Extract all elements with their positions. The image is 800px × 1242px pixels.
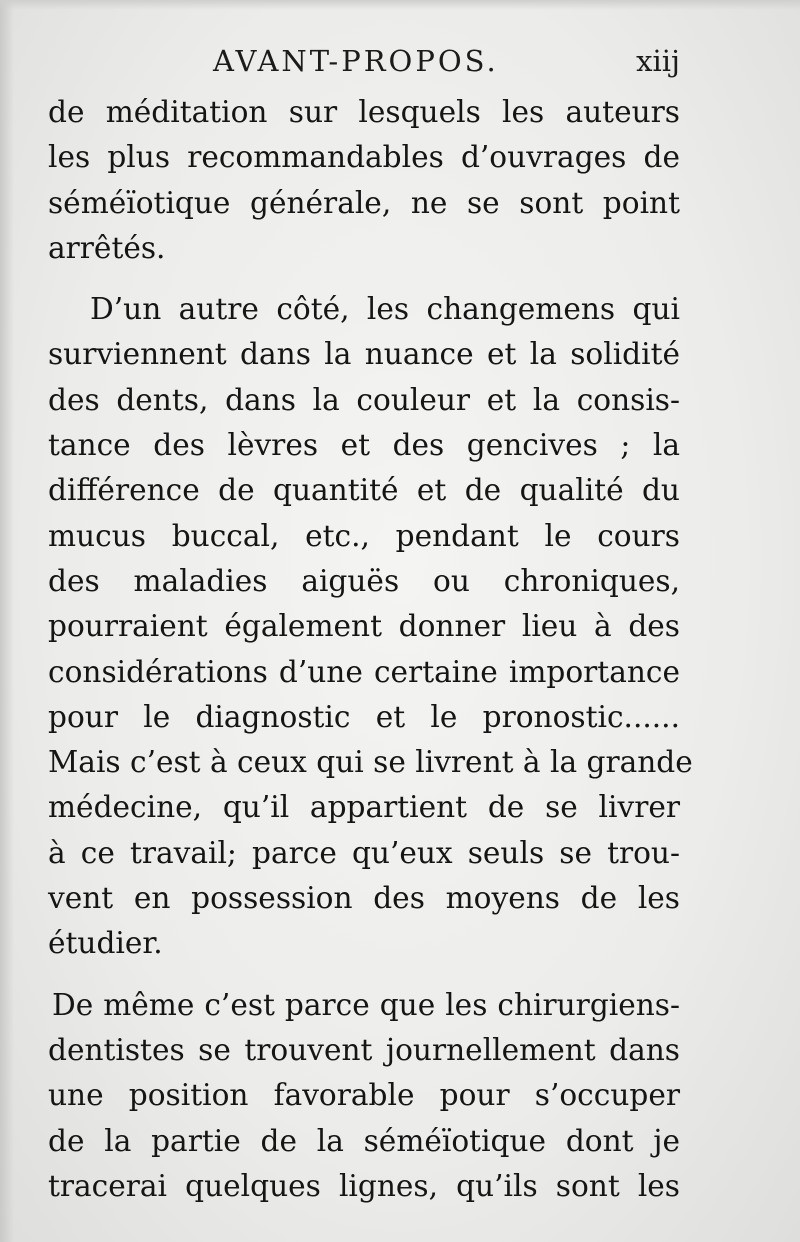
body-text	[48, 90, 693, 1209]
text-line: médecine, qu’il appartient de se livrer	[48, 790, 680, 825]
text-line: différence de quantité et de qualité du	[48, 473, 680, 508]
text-line: les plus recommandables d’ouvrages de	[48, 140, 680, 175]
text-line: séméïotique générale, ne se sont point	[48, 185, 680, 220]
text-line: mucus buccal, etc., pendant le cours	[48, 518, 680, 553]
paragraph-gap	[48, 271, 680, 287]
text-line: dentistes se trouvent journellement dans	[48, 1032, 680, 1067]
page-edge-top	[0, 0, 800, 10]
text-line: des dents, dans la couleur et la consis-	[48, 382, 680, 417]
text-line: considérations d’une certaine importance	[48, 654, 680, 689]
text-line: D’un autre côté, les changemens qui	[90, 292, 680, 327]
text-line: pourraient également donner lieu à des	[48, 609, 680, 644]
text-line: arrêtés.	[48, 230, 166, 265]
page-number: xiij	[636, 44, 680, 78]
text-line: à ce travail; parce qu’eux seuls se trou-	[48, 835, 680, 870]
text-line: de méditation sur lesquels les auteurs	[48, 95, 680, 129]
running-header	[48, 44, 680, 88]
text-line: de la partie de la séméïotique dont je	[48, 1123, 680, 1158]
text-line: une position favorable pour s’occuper	[48, 1078, 680, 1113]
text-line: étudier.	[48, 926, 163, 961]
text-line: Mais c’est à ceux qui se livrent à la grande	[48, 745, 693, 780]
paragraph-gap	[48, 967, 680, 983]
text-line: De même c’est parce que les chirurgiens-	[52, 987, 680, 1022]
text-line: surviennent dans la nuance et la solidité	[48, 337, 680, 372]
text-line: vent en possession des moyens de les	[48, 881, 680, 916]
text-line: tracerai quelques lignes, qu’ils sont les	[48, 1168, 680, 1203]
running-title: AVANT-PROPOS.	[213, 44, 499, 78]
text-line: des maladies aiguës ou chroniques,	[48, 563, 680, 598]
page-edge-left	[0, 0, 14, 1242]
text-line: pour le diagnostic et le pronostic......	[48, 699, 680, 734]
text-line: tance des lèvres et des gencives ; la	[48, 428, 680, 463]
